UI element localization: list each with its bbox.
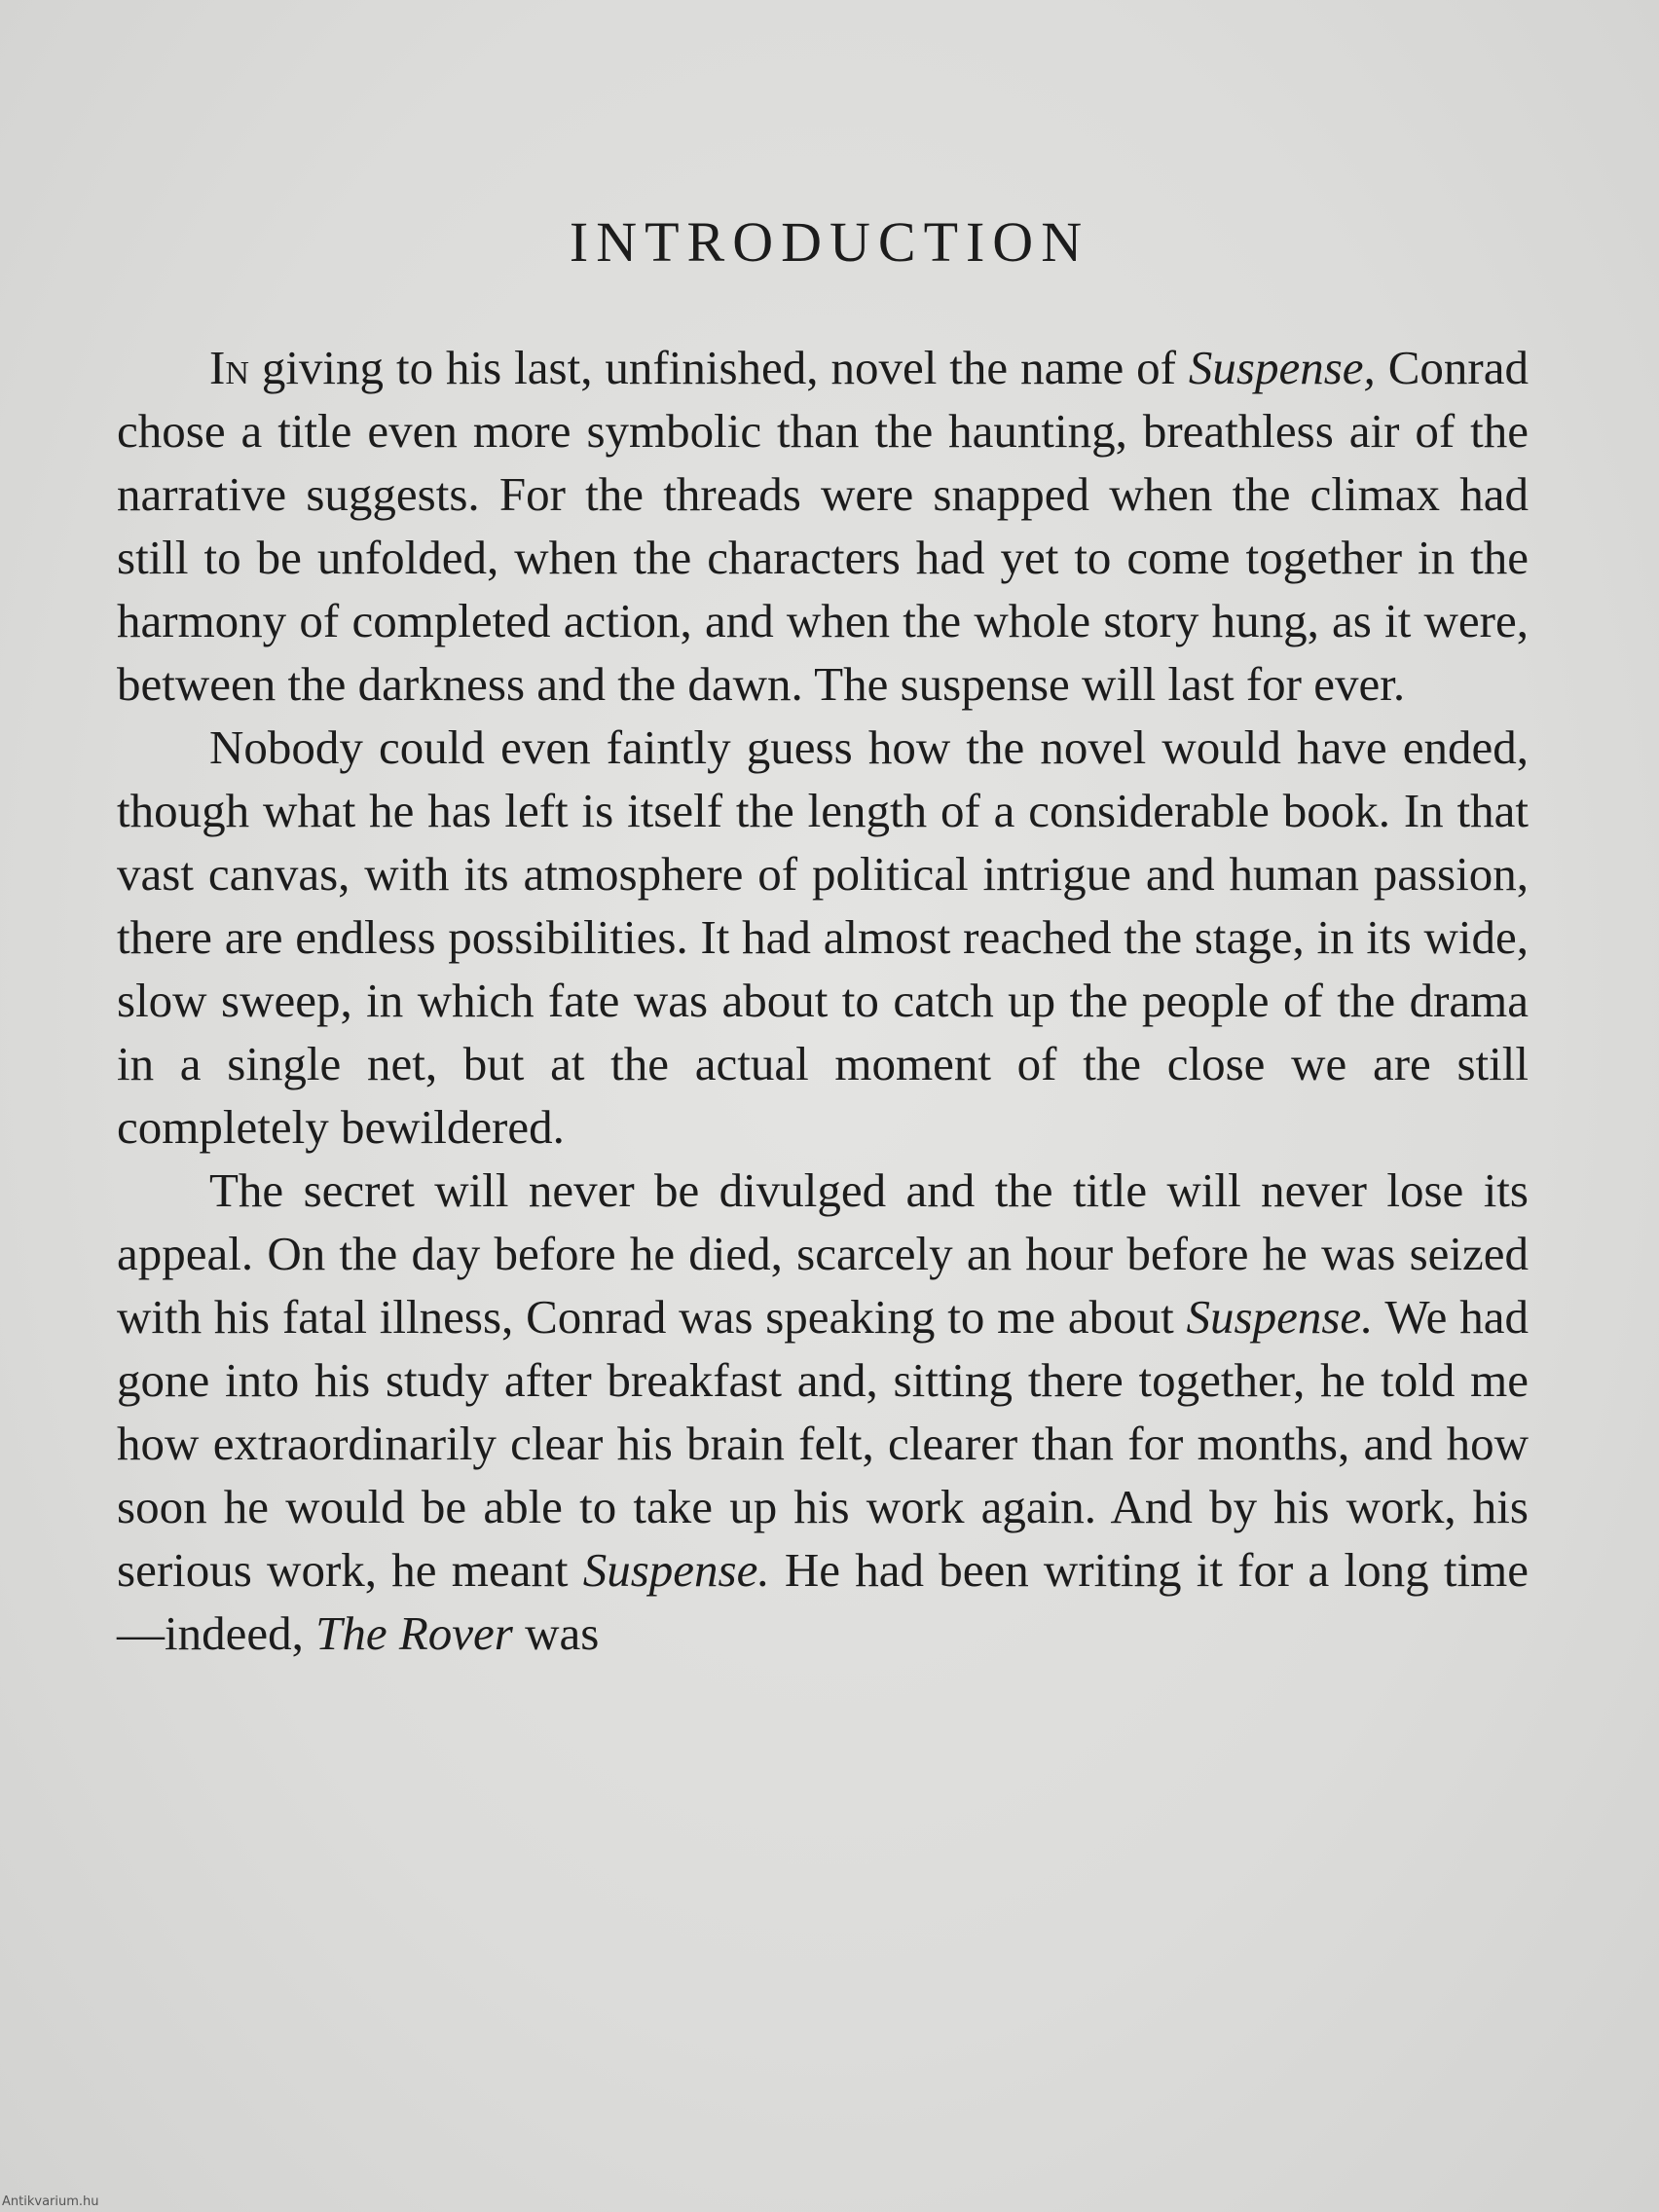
paragraph-1	[117, 336, 1529, 716]
small-caps-opening: In	[209, 341, 249, 394]
paragraph-1-text-a: giving to his last, unfinished, novel the name of	[248, 341, 1189, 394]
italic-title-suspense: Suspense.	[582, 1543, 770, 1597]
paragraph-3	[117, 1159, 1529, 1665]
paragraph-3-text-c: He had been writing it for a long time—indeed,	[117, 1543, 1529, 1660]
paragraph-1-text-b: Conrad chose a title even more symbolic than the haunting, breathless air of the narrative suggests. For the threads were snapped when the climax had still to be unfolded, when the characters had yet to come together in the harmony of completed action, and when the whole story hung, as it were, between the darkness and the dawn. The suspense will last for ever.	[117, 341, 1529, 711]
paragraph-2: Nobody could even faintly guess how the novel would have ended, though what he has left is itself the length of a considerable book. In that vast canvas, with its atmosphere of political intrigue and human passion, there are endless possibilities. It had almost reached the stage, in its wide, slow sweep, in which fate was about to catch up the people of the drama in a single net, but at the actual moment of the close we are still completely bewildered.	[117, 720, 1529, 1154]
watermark: Antikvarium.hu	[2, 2194, 99, 2209]
paragraph-3-text-b: We had gone into his study after breakfast and, sitting there together, he told me how extraordinarily clear his brain felt, clearer than for months, and how soon he would be able to take up his work again. And by his work, his serious work, he meant	[117, 1290, 1529, 1597]
italic-title-suspense: Suspense.	[1186, 1290, 1374, 1344]
chapter-title: INTRODUCTION	[569, 210, 1090, 274]
body-text	[117, 336, 1529, 1665]
italic-title-the-rover: The Rover	[315, 1606, 513, 1660]
paragraph-3-text-d: was	[512, 1606, 600, 1660]
paragraph-3-text-a: The secret will never be divulged and the title will never lose its appeal. On the day before he died, scarcely an hour before he was seized with his fatal illness, Conrad was speaking to me about	[117, 1163, 1529, 1344]
italic-title-suspense: Suspense,	[1188, 341, 1376, 394]
